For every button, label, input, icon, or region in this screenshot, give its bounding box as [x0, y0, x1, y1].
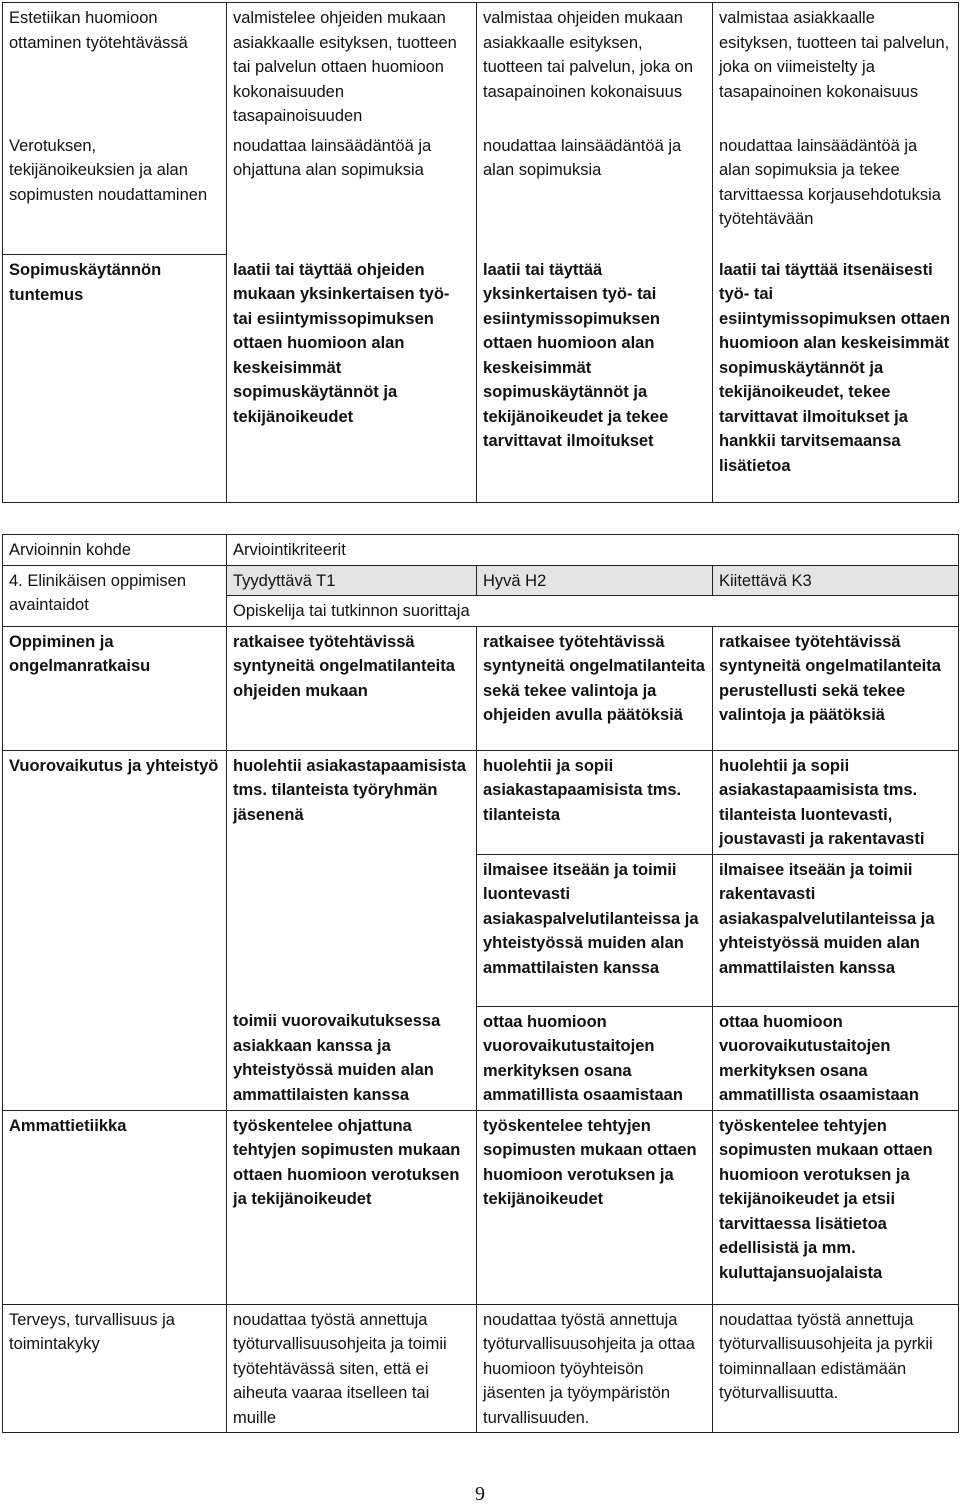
criteria-t1: ratkaisee työtehtävissä syntyneitä ongelmatilanteita ohjeiden mukaan	[227, 626, 477, 750]
criteria-h2: ratkaisee työtehtävissä syntyneitä ongelmatilanteita sekä tekee valintoja ja ohjeiden avulla päätöksiä	[477, 626, 713, 750]
criteria-h2: noudattaa työstä annettuja työturvallisuusohjeita ja ottaa huomioon työyhteisön jäsenten ja työympäristön turvallisuuden.	[477, 1304, 713, 1433]
table-row	[3, 750, 959, 854]
row-label: Estetiikan huomioon ottaminen työtehtävässä	[3, 3, 227, 131]
criteria-t1: valmistelee ohjeiden mukaan asiakkaalle esityksen, tuotteen tai palvelun ottaen huomioon kokonaisuuden tasapainoisuuden	[227, 3, 477, 131]
criteria-h2: työskentelee tehtyjen sopimusten mukaan ottaen huomioon verotuksen ja tekijänoikeudet	[477, 1110, 713, 1304]
criteria-h2: noudattaa lainsäädäntöä ja alan sopimuksia	[477, 131, 713, 255]
table-row	[3, 3, 959, 131]
page-number: 9	[475, 1483, 485, 1505]
row-label: Sopimuskäytännön tuntemus	[3, 255, 227, 503]
criteria-k3: työskentelee tehtyjen sopimusten mukaan ottaen huomioon verotuksen ja tekijänoikeudet ja etsii tarvittaessa lisätietoa edellisistä ja mm. kuluttajansuojalaista	[713, 1110, 959, 1304]
section-title: 4. Elinikäisen oppimisen avaintaidot	[3, 565, 227, 626]
row-label: Verotuksen, tekijänoikeuksien ja alan sopimusten noudattaminen	[3, 131, 227, 255]
criteria-k3: valmistaa asiakkaalle esityksen, tuotteen tai palvelun, joka on viimeistelty ja tasapainoinen kokonaisuus	[713, 3, 959, 131]
criteria-t1: noudattaa lainsäädäntöä ja ohjattuna alan sopimuksia	[227, 131, 477, 255]
row-label: Vuorovaikutus ja yhteistyö	[3, 750, 227, 854]
row-label	[3, 1006, 227, 1110]
criteria-table-continued	[2, 2, 959, 503]
criteria-k3: noudattaa lainsäädäntöä ja alan sopimuksia ja tekee tarvittaessa korjausehdotuksia työtehtävään	[713, 131, 959, 255]
criteria-k3: ratkaisee työtehtävissä syntyneitä ongelmatilanteita perustellusti sekä tekee valintoja ja päätöksiä	[713, 626, 959, 750]
criteria-h2: ottaa huomioon vuorovaikutustaitojen merkityksen osana ammatillista osaamistaan	[477, 1006, 713, 1110]
table-row	[3, 1110, 959, 1304]
header-row	[3, 535, 959, 566]
levels-row	[3, 565, 959, 596]
row-label: Terveys, turvallisuus ja toimintakyky	[3, 1304, 227, 1433]
criteria-k3: laatii tai täyttää itsenäisesti työ- tai esiintymissopimuksen ottaen huomioon alan keskeisimmät sopimuskäytännöt ja tekijänoikeudet, tekee tarvittavat ilmoitukset ja hankkii tarvitsemaansa lisätietoa	[713, 255, 959, 503]
table-row	[3, 854, 959, 1006]
table-row	[3, 1304, 959, 1433]
table-row	[3, 626, 959, 750]
table-row	[3, 1006, 959, 1110]
level-t1: Tyydyttävä T1	[227, 565, 477, 596]
criteria-t1: huolehtii asiakastapaamisista tms. tilanteista työryhmän jäsenenä	[227, 750, 477, 854]
row-label	[3, 854, 227, 1006]
criteria-k3: noudattaa työstä annettuja työturvallisuusohjeita ja pyrkii toiminnallaan edistämään työturvallisuutta.	[713, 1304, 959, 1433]
table-row	[3, 131, 959, 255]
table-row	[3, 255, 959, 503]
subject-label: Opiskelija tai tutkinnon suorittaja	[227, 596, 959, 627]
criteria-h2: laatii tai täyttää yksinkertaisen työ- tai esiintymissopimuksen ottaen huomioon alan keskeisimmät sopimuskäytännöt ja tekijänoikeudet ja tekee tarvittavat ilmoitukset	[477, 255, 713, 503]
criteria-t1	[227, 854, 477, 1006]
criteria-k3: ilmaisee itseään ja toimii rakentavasti asiakaspalvelutilanteissa ja yhteistyössä muiden alan ammattilaisten kanssa	[713, 854, 959, 1006]
criteria-k3: ottaa huomioon vuorovaikutustaitojen merkityksen osana ammatillista osaamistaan	[713, 1006, 959, 1110]
header-assessment-target: Arvioinnin kohde	[3, 535, 227, 566]
criteria-t1: laatii tai täyttää ohjeiden mukaan yksinkertaisen työ- tai esiintymissopimuksen ottaen huomioon alan keskeisimmät sopimuskäytännöt ja tekijänoikeudet	[227, 255, 477, 503]
criteria-t1: noudattaa työstä annettuja työturvallisuusohjeita ja toimii työtehtävässä siten, että ei aiheuta vaaraa itselleen tai muille	[227, 1304, 477, 1433]
criteria-t1: toimii vuorovaikutuksessa asiakkaan kanssa ja yhteistyössä muiden alan ammattilaisten kanssa	[227, 1006, 477, 1110]
criteria-t1: työskentelee ohjattuna tehtyjen sopimusten mukaan ottaen huomioon verotuksen ja tekijänoikeudet	[227, 1110, 477, 1304]
criteria-h2: valmistaa ohjeiden mukaan asiakkaalle esityksen, tuotteen tai palvelun, joka on tasapainoinen kokonaisuus	[477, 3, 713, 131]
row-label: Ammattietiikka	[3, 1110, 227, 1304]
criteria-h2: ilmaisee itseään ja toimii luontevasti asiakaspalvelutilanteissa ja yhteistyössä muiden alan ammattilaisten kanssa	[477, 854, 713, 1006]
row-label: Oppiminen ja ongelmanratkaisu	[3, 626, 227, 750]
criteria-k3: huolehtii ja sopii asiakastapaamisista tms. tilanteista luontevasti, joustavasti ja rakentavasti	[713, 750, 959, 854]
level-h2: Hyvä H2	[477, 565, 713, 596]
criteria-h2: huolehtii ja sopii asiakastapaamisista tms. tilanteista	[477, 750, 713, 854]
criteria-table-key-skills	[2, 534, 959, 1433]
level-k3: Kiitettävä K3	[713, 565, 959, 596]
header-assessment-criteria: Arviointikriteerit	[227, 535, 959, 566]
